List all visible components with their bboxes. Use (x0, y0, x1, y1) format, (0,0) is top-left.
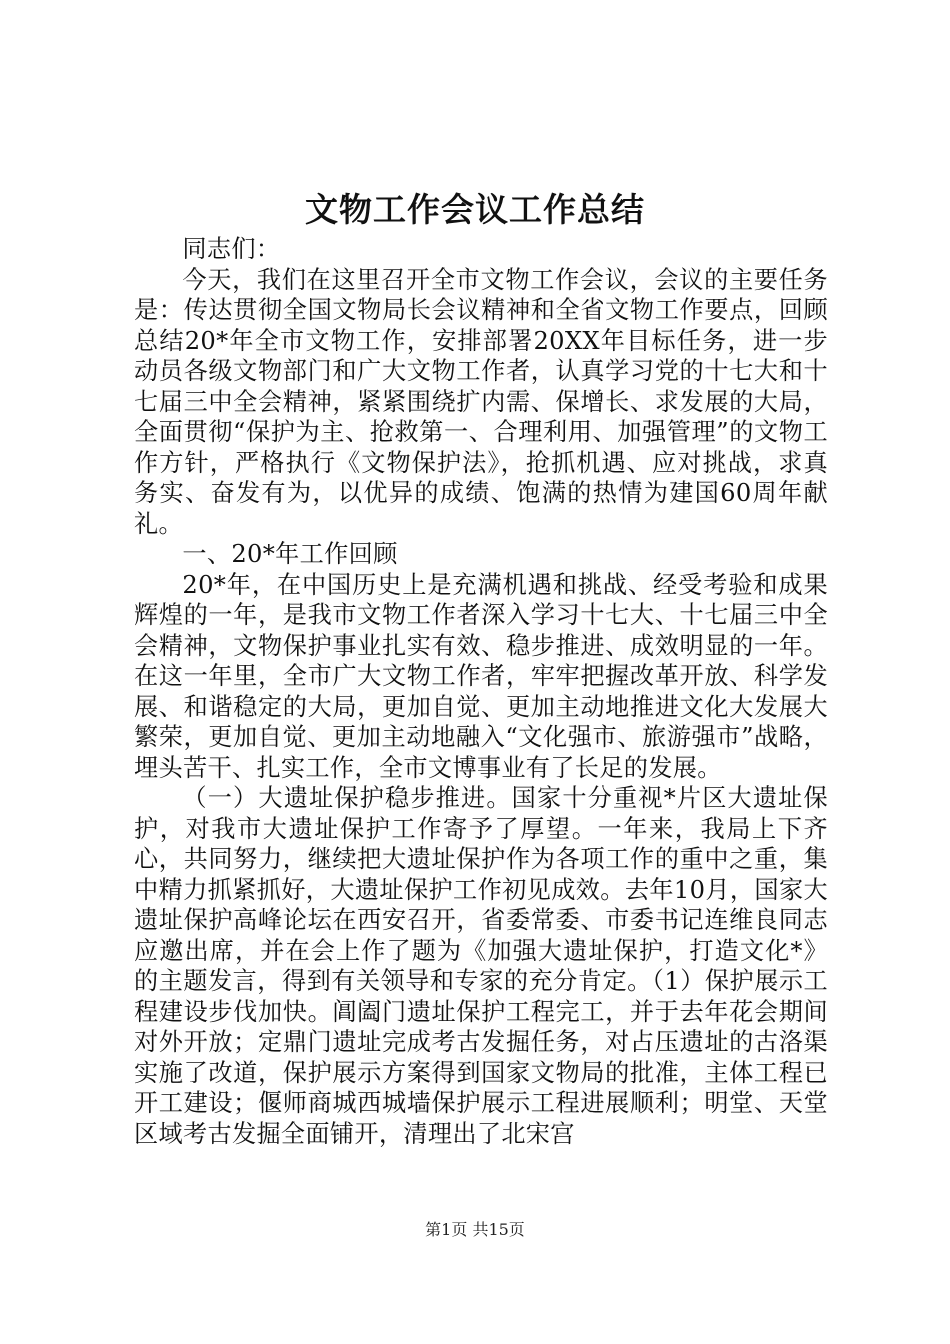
document-title: 文物工作会议工作总结 (305, 190, 645, 229)
section-heading: 一、20*年工作回顾 (182, 540, 398, 568)
site-protection-paragraph: （一）大遗址保护稳步推进。国家十分重视*片区大遗址保护，对我市大遗址保护工作寄予了厚望。一年来，我局上下齐心，共同努力，继续把大遗址保护作为各项工作的重中之重，集中精力抓紧抓好，大遗址保护工作初见成效。去年10月，国家大遗址保护高峰论坛在西安召开，省委常委、市委书记连维良同志应邀出席，并在会上作了题为《加强大遗址保护，打造文化*》的主题发言，得到有关领导和专家的充分肯定。（1）保护展示工程建设步伐加快。阊阖门遗址保护工程完工，并于去年花会期间对外开放；定鼎门遗址完成考古发掘任务，对占压遗址的古洛渠实施了改道，保护展示方案得到国家文物局的批准，主体工程已开工建设；偃师商城西城墙保护展示工程进展顺利；明堂、天堂区域考古发掘全面铺开，清理出了北宋宫 (134, 784, 828, 1148)
intro-paragraph: 今天，我们在这里召开全市文物工作会议，会议的主要任务是：传达贯彻全国文物局长会议精神和全省文物工作要点，回顾总结20*年全市文物工作，安排部署20XX年目标任务，进一步动员各级文物部门和广大文物工作者，认真学习党的十七大和十七届三中全会精神，紧紧围绕扩内需、保增长、求发展的大局，全面贯彻“保护为主、抢救第一、合理利用、加强管理”的文物工作方针，严格执行《文物保护法》，抢抓机遇、应对挑战，求真务实、奋发有为，以优异的成绩、饱满的热情为建国60周年献礼。 (134, 265, 828, 538)
review-paragraph: 20*年，在中国历史上是充满机遇和挑战、经受考验和成果辉煌的一年，是我市文物工作者深入学习十七大、十七届三中全会精神，文物保护事业扎实有效、稳步推进、成效明显的一年。在这一年里，全市广大文物工作者，牢牢把握改革开放、科学发展、和谐稳定的大局，更加自觉、更加主动地推进文化大发展大繁荣，更加自觉、更加主动地融入“文化强市、旅游强市”战略，埋头苦干、扎实工作，全市文博事业有了长足的发展。 (134, 570, 828, 782)
salutation-paragraph: 同志们： (182, 235, 281, 263)
page-number-footer: 第1页 共15页 (425, 1220, 525, 1239)
document-body (134, 234, 828, 1149)
